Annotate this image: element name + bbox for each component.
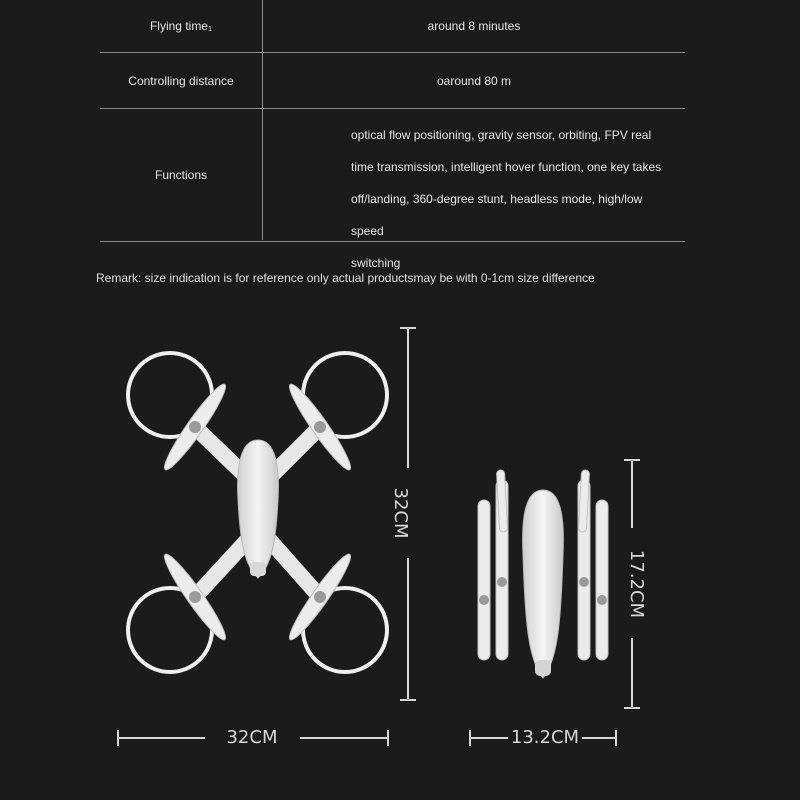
drone-dimension-figure (0, 300, 800, 800)
drone-unfolded-image (128, 353, 387, 672)
spec-table (100, 0, 685, 270)
remark-text: Remark: size indication is for reference only actual productsmay be with 0-1cm size difference (96, 271, 595, 285)
dimension-label-open-length: 32CM (390, 487, 411, 539)
spec-row-functions (100, 109, 685, 270)
dimension-label-folded-length: 17.2CM (626, 549, 647, 619)
spec-label: Flying time₁ (149, 19, 213, 33)
dimension-label-open-width: 32CM (226, 727, 278, 748)
spec-value: around 8 minutes (427, 19, 521, 33)
spec-value: oaround 80 m (436, 73, 512, 88)
spec-row-flying-time (100, 0, 685, 53)
spec-label: Functions (154, 168, 208, 182)
dimension-label-folded-width: 13.2CM (510, 727, 580, 748)
spec-row-controlling-distance (100, 53, 685, 109)
drone-folded-image (478, 470, 608, 678)
spec-value: optical flow positioning, gravity sensor, orbiting, FPV real time transmission, intelligent hover function, one key takes off/landing, 360-degree stunt, headless mode, high/low speed switching (351, 128, 662, 270)
spec-label: Controlling distance (128, 73, 234, 88)
